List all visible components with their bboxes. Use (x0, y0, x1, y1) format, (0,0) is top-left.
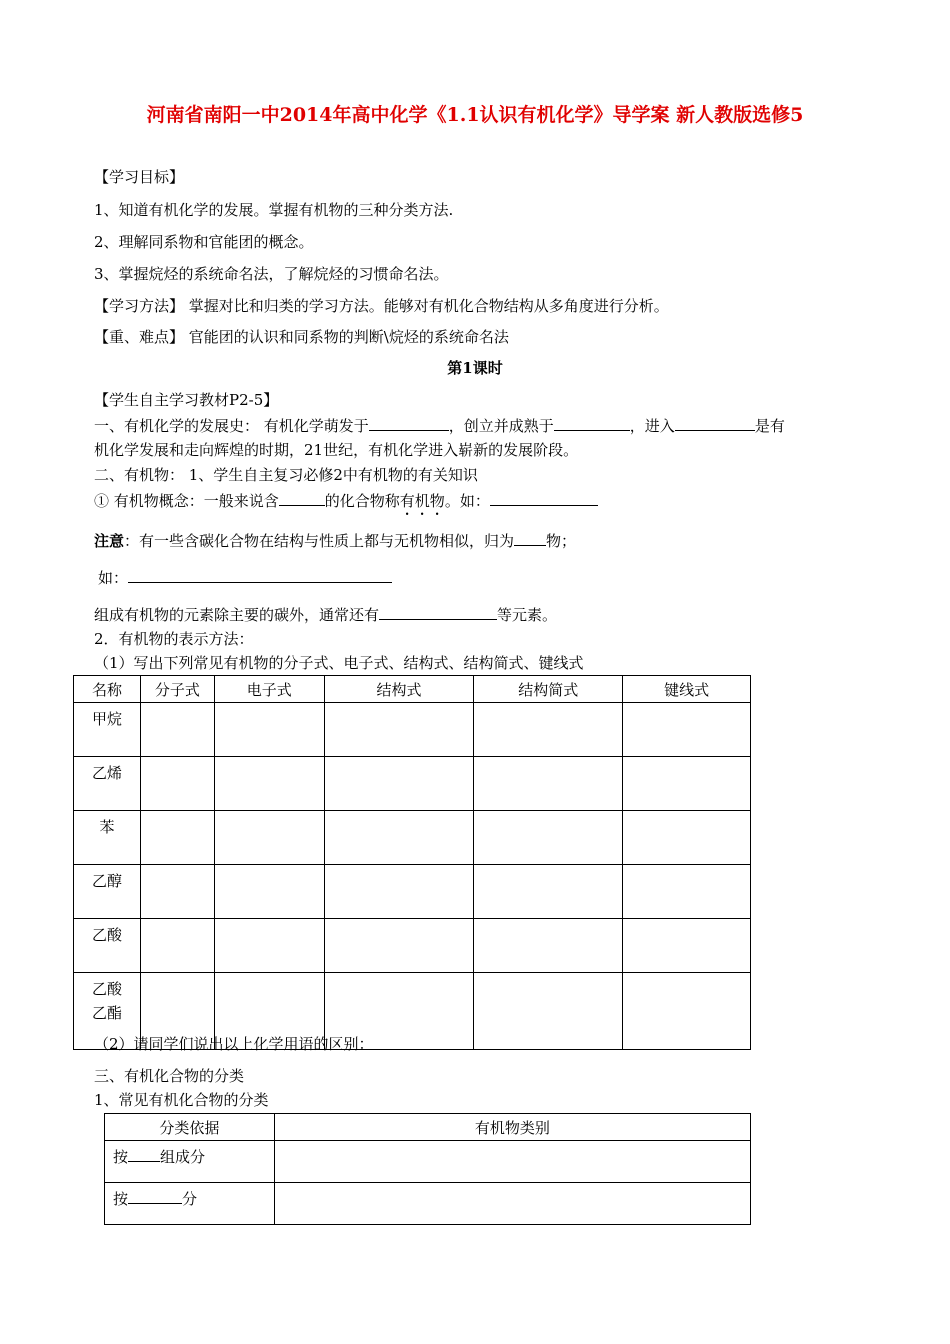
classification-sub: 1、常见有机化合物的分类 (94, 1091, 269, 1109)
answer-cell[interactable] (623, 811, 751, 865)
concept-blank-2[interactable] (490, 489, 598, 506)
concept-text-b: 的化合物称 (324, 492, 400, 510)
answer-cell[interactable] (623, 919, 751, 973)
table-row (105, 1183, 751, 1225)
table-row (74, 919, 751, 973)
answer-cell[interactable] (623, 757, 751, 811)
note-label: 注意 (94, 532, 125, 550)
answer-cell[interactable] (474, 811, 623, 865)
elements-text-a: 组成有机物的元素除主要的碳外，通常还有 (94, 606, 380, 624)
basis-row-1 (105, 1141, 275, 1183)
document-title: 河南省南阳一中2014年高中化学《1.1认识有机化学》导学案 新人教版选修5 (146, 104, 804, 126)
answer-cell[interactable] (474, 973, 623, 1050)
answer-cell[interactable] (140, 757, 214, 811)
answer-cell[interactable] (623, 865, 751, 919)
note-example-blank[interactable] (128, 566, 392, 583)
history-line-2: 机化学发展和走向辉煌的时期，21世纪，有机化学进入崭新的发展阶段。 (94, 441, 579, 459)
concept-text-d: 。如： (444, 492, 490, 510)
header-condensed-formula: 结构简式 (474, 676, 623, 703)
header-electron-formula: 电子式 (214, 676, 324, 703)
row-name-benzene: 苯 (74, 811, 141, 865)
answer-cell[interactable] (474, 703, 623, 757)
table-header-row (105, 1114, 751, 1141)
answer-cell[interactable] (214, 865, 324, 919)
history-text-a: 一、有机化学的发展史： 有机化学萌发于 (94, 417, 369, 435)
concept-blank-1[interactable] (279, 489, 325, 506)
concept-emphasis: 有机物 (399, 492, 445, 510)
key-points: 【重、难点】 官能团的认识和同系物的判断\烷烃的系统命名法 (94, 328, 509, 346)
answer-cell[interactable] (324, 811, 474, 865)
representation-sub1: （1）写出下列常见有机物的分子式、电子式、结构式、结构简式、键线式 (94, 654, 584, 672)
organic-concept-line (94, 489, 598, 519)
basis-row-2 (105, 1183, 275, 1225)
goal-item-1: 1、知道有机化学的发展。掌握有机物的三种分类方法. (94, 201, 454, 219)
row-name-ethylene: 乙烯 (74, 757, 141, 811)
answer-cell[interactable] (214, 919, 324, 973)
answer-cell[interactable] (324, 757, 474, 811)
table-row (74, 811, 751, 865)
representation-heading: 2．有机物的表示方法： (94, 630, 254, 648)
representation-sub2: （2）请同学们说出以上化学用语的区别： (94, 1035, 374, 1053)
answer-cell[interactable] (214, 811, 324, 865)
organic-heading: 二、有机物： 1、学生自主复习必修2中有机物的有关知识 (94, 466, 478, 484)
answer-cell[interactable] (324, 865, 474, 919)
note-line (94, 529, 576, 552)
answer-cell[interactable] (214, 757, 324, 811)
elements-blank[interactable] (379, 603, 497, 620)
answer-cell[interactable] (274, 1183, 750, 1225)
goals-heading: 【学习目标】 (94, 168, 185, 186)
row-name-acetic-acid: 乙酸 (74, 919, 141, 973)
answer-cell[interactable] (474, 757, 623, 811)
elements-line (94, 603, 557, 626)
history-line-1 (94, 414, 785, 437)
basis-row-1-b: 组成分 (160, 1148, 206, 1166)
classification-table (104, 1113, 751, 1225)
basis-blank-2[interactable] (128, 1187, 182, 1204)
header-basis: 分类依据 (105, 1114, 275, 1141)
note-blank[interactable] (514, 529, 546, 546)
answer-cell[interactable] (623, 703, 751, 757)
answer-cell[interactable] (140, 811, 214, 865)
elements-text-b: 等元素。 (497, 606, 558, 624)
table-row (74, 757, 751, 811)
answer-cell[interactable] (623, 973, 751, 1050)
history-text-b: ，创立并成熟于 (448, 417, 554, 435)
note-example-line (98, 566, 392, 589)
goal-item-3: 3、掌握烷烃的系统命名法，了解烷烃的习惯命名法。 (94, 265, 449, 283)
answer-cell[interactable] (214, 703, 324, 757)
basis-row-1-a: 按 (113, 1148, 129, 1166)
concept-text-a: ① 有机物概念：一般来说含 (94, 492, 279, 510)
answer-cell[interactable] (324, 919, 474, 973)
goal-item-2: 2、理解同系物和官能团的概念。 (94, 233, 314, 251)
table-row (105, 1141, 751, 1183)
note-end: 物； (546, 532, 577, 550)
answer-cell[interactable] (474, 919, 623, 973)
note-text: ：有一些含碳化合物在结构与性质上都与无机物相似，归为 (124, 532, 515, 550)
history-blank-1[interactable] (369, 414, 449, 431)
row-name-line-1: 乙酸 (91, 980, 122, 998)
row-name-line-2: 乙酯 (91, 1004, 122, 1022)
lesson-heading: 第1课时 (447, 359, 503, 377)
history-blank-3[interactable] (675, 414, 755, 431)
self-study-heading: 【学生自主学习教材P2-5】 (94, 391, 279, 409)
classification-heading: 三、有机化合物的分类 (94, 1067, 245, 1085)
header-skeletal-formula: 键线式 (623, 676, 751, 703)
table-row (74, 703, 751, 757)
table-row (74, 865, 751, 919)
history-blank-2[interactable] (554, 414, 630, 431)
basis-row-2-b: 分 (182, 1190, 198, 1208)
representation-table (73, 675, 751, 1050)
table-header-row (74, 676, 751, 703)
answer-cell[interactable] (274, 1141, 750, 1183)
answer-cell[interactable] (140, 919, 214, 973)
header-molecular-formula: 分子式 (140, 676, 214, 703)
note-example-label: 如： (98, 569, 129, 587)
learning-method: 【学习方法】 掌握对比和归类的学习方法。能够对有机化合物结构从多角度进行分析。 (94, 297, 669, 315)
header-structural-formula: 结构式 (324, 676, 474, 703)
basis-blank-1[interactable] (128, 1145, 160, 1162)
header-name: 名称 (74, 676, 141, 703)
basis-row-2-a: 按 (113, 1190, 129, 1208)
answer-cell[interactable] (140, 703, 214, 757)
answer-cell[interactable] (474, 865, 623, 919)
row-name-methane: 甲烷 (74, 703, 141, 757)
answer-cell[interactable] (140, 865, 214, 919)
history-text-c: ，进入 (629, 417, 675, 435)
history-text-d: 是有 (754, 417, 785, 435)
header-category: 有机物类别 (274, 1114, 750, 1141)
answer-cell[interactable] (324, 703, 474, 757)
row-name-ethanol: 乙醇 (74, 865, 141, 919)
